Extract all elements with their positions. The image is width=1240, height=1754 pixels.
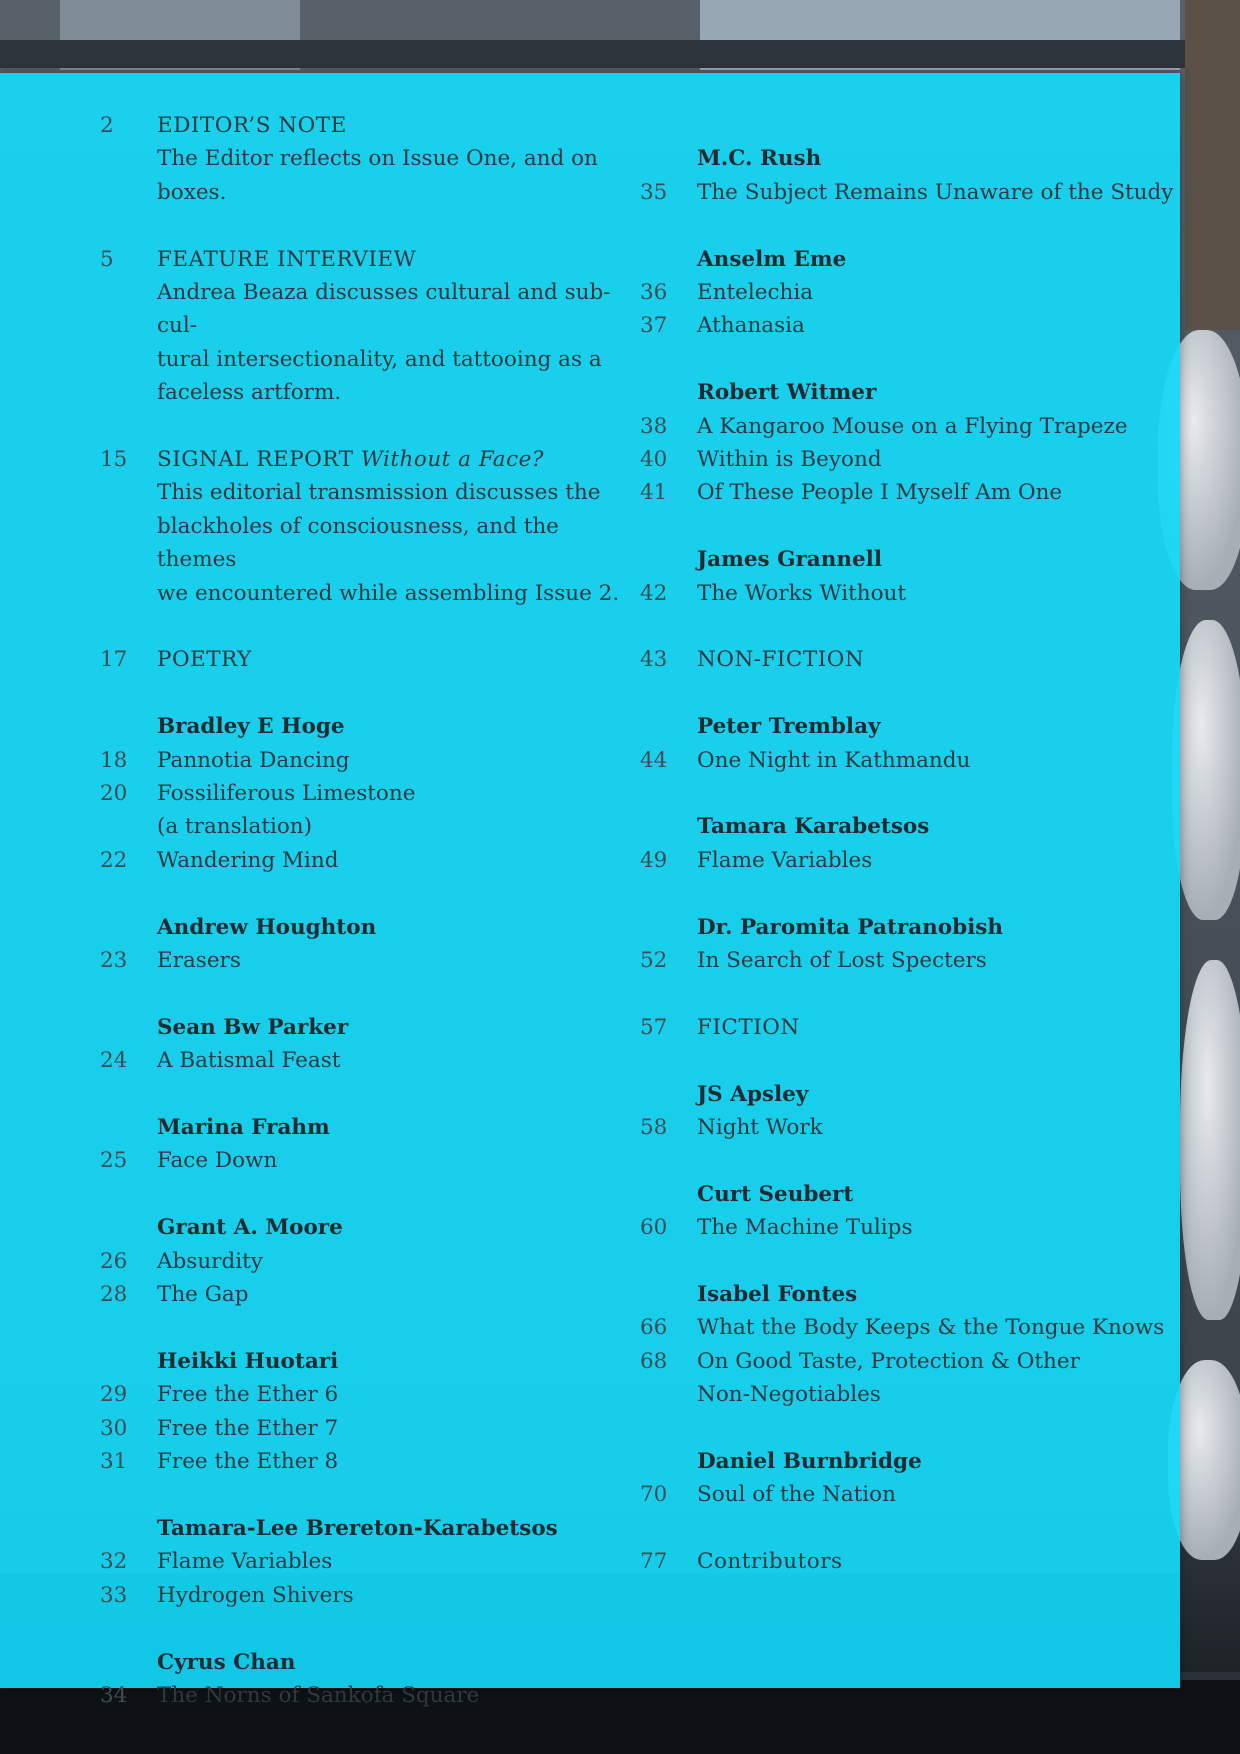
toc-work-title (157, 1679, 620, 1712)
toc-entry-text: Free the Ether 7 (157, 1415, 339, 1441)
toc-page-number: 5 (100, 246, 114, 272)
toc-author-name (697, 1078, 1180, 1111)
toc-entry-work (640, 443, 1180, 476)
toc-description (157, 577, 620, 610)
mannequin-figure (1180, 960, 1240, 1320)
toc-entry-work (100, 1378, 620, 1411)
toc-page-number: 40 (640, 447, 668, 473)
toc-page-number: 2 (100, 113, 114, 138)
toc-entry-work (100, 1278, 620, 1311)
toc-page-number: 31 (100, 1449, 128, 1475)
toc-entry-work (640, 176, 1180, 209)
toc-work-title (157, 844, 620, 877)
toc-entry-text: In Search of Lost Specters (697, 948, 987, 974)
toc-entry-text: Contributors (697, 1549, 843, 1575)
toc-entry-text: Absurdity (157, 1248, 263, 1274)
toc-page-number: 38 (640, 413, 668, 439)
toc-author-name (697, 911, 1180, 944)
toc-work-title (697, 1111, 1180, 1144)
toc-spacer (640, 209, 1180, 242)
toc-author-name (697, 1278, 1180, 1311)
toc-page-number: 28 (100, 1282, 128, 1308)
toc-spacer (100, 877, 620, 910)
toc-work-title (697, 844, 1180, 877)
toc-spacer (640, 877, 1180, 910)
toc-page-number: 26 (100, 1248, 128, 1274)
toc-entry-desc (100, 577, 620, 610)
toc-entry-author (100, 1345, 620, 1378)
toc-entry-text: Flame Variables (157, 1549, 333, 1575)
toc-author-name (697, 1445, 1180, 1478)
toc-entry-text: Flame Variables (697, 847, 873, 873)
toc-spacer (100, 1178, 620, 1211)
toc-entry-text: Fossiliferous Limestone (157, 781, 416, 807)
toc-description (157, 476, 620, 509)
toc-work-title (157, 1378, 620, 1411)
toc-page-number: 42 (640, 580, 668, 606)
toc-entry-text: Non-Negotiables (697, 1382, 881, 1408)
toc-entry-text: tural intersectionality, and tattooing as a (157, 346, 602, 372)
toc-entry-text: Face Down (157, 1148, 278, 1174)
toc-entry-text: This editorial transmission discusses the (157, 480, 601, 506)
toc-entry-author (640, 1445, 1180, 1478)
toc-work-title (157, 1445, 620, 1478)
toc-spacer (640, 677, 1180, 710)
toc-entry-desc (100, 510, 620, 577)
toc-work-title (697, 1378, 1180, 1411)
toc-entry-work (640, 1211, 1180, 1244)
toc-work-title (157, 810, 620, 843)
toc-entry-text: NON-FICTION (697, 647, 865, 673)
toc-entry-section (100, 109, 620, 142)
toc-work-title (697, 309, 1180, 342)
toc-work-title (157, 1278, 620, 1311)
toc-page-number: 52 (640, 948, 668, 974)
toc-page-number: 58 (640, 1115, 668, 1141)
toc-work-title (697, 1211, 1180, 1244)
toc-entry-work (640, 410, 1180, 443)
toc-section-title (157, 243, 620, 276)
toc-entry-author (640, 543, 1180, 576)
toc-work-title (157, 1245, 620, 1278)
toc-work-title (157, 1412, 620, 1445)
toc-section-title (157, 109, 620, 142)
toc-page-number: 44 (640, 747, 668, 773)
toc-entry-work (100, 810, 620, 843)
toc-entry-work (640, 476, 1180, 509)
toc-entry-desc (100, 176, 620, 209)
toc-author-name (157, 710, 620, 743)
toc-entry-text: Tamara-Lee Brereton-Karabetsos (157, 1515, 558, 1541)
toc-page-number: 20 (100, 781, 128, 807)
toc-entry-text: M.C. Rush (697, 146, 822, 172)
toc-entry-text: Curt Seubert (697, 1181, 854, 1207)
toc-section-title (697, 1545, 1180, 1578)
toc-entry-text: The Editor reflects on Issue One, and on (157, 146, 598, 172)
toc-spacer (640, 343, 1180, 376)
toc-section-title (697, 1011, 1180, 1044)
toc-entry-text: The Subject Remains Unaware of the Study (697, 179, 1174, 205)
toc-entry-text: Bradley E Hoge (157, 714, 345, 740)
toc-entry-section (100, 643, 620, 676)
toc-page-number: 22 (100, 847, 128, 873)
toc-page-number: 43 (640, 647, 668, 673)
toc-work-title (157, 1579, 620, 1612)
toc-spacer (640, 1245, 1180, 1278)
toc-entry-text: Hydrogen Shivers (157, 1582, 354, 1608)
toc-entry-section (640, 1545, 1180, 1578)
toc-entry-work (100, 1245, 620, 1278)
toc-entry-text: Of These People I Myself Am One (697, 480, 1063, 506)
toc-section-title (157, 643, 620, 676)
toc-page-number: 30 (100, 1415, 128, 1441)
toc-work-title (157, 744, 620, 777)
background-column (1185, 0, 1240, 330)
toc-entry-work (640, 577, 1180, 610)
toc-spacer (100, 1078, 620, 1111)
toc-entry-author (640, 243, 1180, 276)
toc-author-name (697, 810, 1180, 843)
toc-entry-work (640, 276, 1180, 309)
toc-author-name (157, 1111, 620, 1144)
toc-work-title (697, 276, 1180, 309)
toc-entry-text: SIGNAL REPORT (157, 447, 361, 473)
toc-entry-text: The Machine Tulips (697, 1215, 913, 1241)
toc-entry-text: faceless artform. (157, 380, 342, 406)
toc-page-number: 68 (640, 1348, 668, 1374)
toc-page-number: 15 (100, 447, 128, 473)
toc-entry-text: Cyrus Chan (157, 1649, 296, 1675)
toc-spacer (100, 977, 620, 1010)
toc-entry-work (640, 1478, 1180, 1511)
toc-entry-text: FEATURE INTERVIEW (157, 246, 417, 272)
toc-page-number: 32 (100, 1549, 128, 1575)
toc-entry-work (100, 744, 620, 777)
toc-entry-author (640, 911, 1180, 944)
toc-spacer (100, 410, 620, 443)
toc-entry-text: Grant A. Moore (157, 1215, 343, 1241)
toc-entry-work (100, 1044, 620, 1077)
toc-entry-author (640, 142, 1180, 175)
toc-entry-section (100, 243, 620, 276)
toc-page-number: 77 (640, 1549, 668, 1575)
toc-work-title (697, 176, 1180, 209)
toc-work-title (697, 744, 1180, 777)
toc-entry-text: The Gap (157, 1282, 249, 1308)
toc-entry-work (100, 1445, 620, 1478)
toc-entry-section (100, 443, 620, 476)
toc-entry-author (640, 1178, 1180, 1211)
toc-entry-author (100, 710, 620, 743)
toc-author-name (697, 142, 1180, 175)
toc-spacer (100, 209, 620, 242)
toc-author-name (697, 376, 1180, 409)
toc-entry-work (100, 1144, 620, 1177)
toc-entry-work (100, 844, 620, 877)
toc-entry-text: Marina Frahm (157, 1115, 330, 1141)
toc-section-title (157, 443, 620, 476)
toc-work-title (697, 1311, 1180, 1344)
toc-author-name (697, 243, 1180, 276)
toc-page-number: 33 (100, 1582, 128, 1608)
toc-entry-italic-subtitle: Without a Face? (360, 447, 544, 473)
toc-entry-text: blackholes of consciousness, and the themes (157, 513, 559, 573)
toc-spacer (640, 777, 1180, 810)
toc-page-number: 66 (640, 1315, 668, 1341)
toc-work-title (157, 1044, 620, 1077)
toc-spacer (100, 1312, 620, 1345)
toc-entry-desc (100, 476, 620, 509)
toc-entry-author (100, 1211, 620, 1244)
toc-entry-work (640, 1345, 1180, 1378)
toc-entry-text: FICTION (697, 1014, 800, 1040)
toc-page-number: 70 (640, 1482, 668, 1508)
toc-entry-author (100, 911, 620, 944)
toc-entry-work (100, 1545, 620, 1578)
toc-work-title (697, 577, 1180, 610)
toc-entry-text: JS Apsley (697, 1081, 809, 1107)
toc-entry-author (640, 710, 1180, 743)
toc-spacer (640, 1044, 1180, 1077)
toc-entry-text: (a translation) (157, 814, 313, 840)
toc-column-right (640, 109, 1180, 1579)
toc-entry-author (100, 1011, 620, 1044)
toc-entry-work (640, 1111, 1180, 1144)
toc-page-number: 34 (100, 1682, 128, 1708)
toc-entry-text: Anselm Eme (697, 246, 847, 272)
toc-entry-text: Wandering Mind (157, 847, 339, 873)
toc-entry-text: we encountered while assembling Issue 2. (157, 580, 620, 606)
toc-spacer (100, 1612, 620, 1645)
toc-spacer (640, 610, 1180, 643)
toc-entry-text: Soul of the Nation (697, 1482, 896, 1508)
toc-page-number: 37 (640, 313, 668, 339)
toc-entry-work (100, 1679, 620, 1712)
toc-entry-text: Entelechia (697, 280, 814, 305)
toc-entry-text: Erasers (157, 948, 241, 974)
toc-entry-author (640, 376, 1180, 409)
toc-page-number: 25 (100, 1148, 128, 1174)
toc-entry-text: Athanasia (697, 313, 805, 339)
toc-entry-section (640, 1011, 1180, 1044)
toc-entry-text: Pannotia Dancing (157, 747, 350, 773)
toc-author-name (157, 1345, 620, 1378)
toc-page-number: 29 (100, 1382, 128, 1408)
toc-spacer (100, 677, 620, 710)
background-beam (0, 40, 1240, 68)
toc-entry-text: Heikki Huotari (157, 1348, 339, 1374)
toc-entry-text: Dr. Paromita Patranobish (697, 914, 1004, 940)
toc-entry-work (640, 1311, 1180, 1344)
toc-spacer (640, 510, 1180, 543)
toc-description (157, 376, 620, 409)
toc-entry-work (640, 309, 1180, 342)
toc-entry-work (100, 944, 620, 977)
toc-entry-text: The Works Without (697, 580, 907, 606)
toc-entry-text: Robert Witmer (697, 380, 877, 406)
toc-entry-text: POETRY (157, 647, 252, 673)
toc-entry-work (640, 744, 1180, 777)
toc-work-title (157, 777, 620, 810)
toc-entry-desc (100, 343, 620, 376)
toc-spacer (640, 1512, 1180, 1545)
toc-entry-text: Daniel Burnbridge (697, 1449, 922, 1475)
toc-work-title (697, 410, 1180, 443)
toc-spacer (100, 610, 620, 643)
toc-page-number: 36 (640, 280, 668, 305)
toc-entry-text: Isabel Fontes (697, 1282, 858, 1308)
toc-entry-text: Sean Bw Parker (157, 1014, 349, 1040)
toc-page-number: 49 (640, 847, 668, 873)
toc-entry-author (100, 1646, 620, 1679)
toc-work-title (157, 1545, 620, 1578)
toc-page-number: 23 (100, 948, 128, 974)
toc-description (157, 142, 620, 175)
toc-author-name (157, 1211, 620, 1244)
toc-work-title (697, 944, 1180, 977)
toc-page-number: 60 (640, 1215, 668, 1241)
toc-spacer (640, 1144, 1180, 1177)
toc-entry-text: One Night in Kathmandu (697, 747, 971, 773)
toc-entry-desc (100, 276, 620, 343)
toc-author-name (157, 1011, 620, 1044)
toc-entry-text: Free the Ether 6 (157, 1382, 339, 1408)
toc-work-title (697, 1478, 1180, 1511)
toc-work-title (697, 1345, 1180, 1378)
toc-work-title (697, 443, 1180, 476)
toc-spacer (100, 1479, 620, 1512)
toc-entry-author (100, 1111, 620, 1144)
toc-entry-text: boxes. (157, 179, 227, 205)
toc-entry-work (640, 844, 1180, 877)
toc-entry-text: A Batismal Feast (157, 1048, 341, 1074)
toc-description (157, 510, 620, 577)
toc-author-name (157, 1512, 620, 1545)
toc-entry-text: Tamara Karabetsos (697, 814, 930, 840)
toc-entry-text: Night Work (697, 1115, 823, 1141)
toc-page-number: 41 (640, 480, 668, 506)
toc-entry-text: Andrew Houghton (157, 914, 377, 940)
toc-work-title (157, 944, 620, 977)
toc-entry-text: A Kangaroo Mouse on a Flying Trapeze (697, 413, 1128, 439)
contents-panel (0, 73, 1180, 1708)
toc-description (157, 343, 620, 376)
toc-author-name (697, 543, 1180, 576)
toc-page-number: 57 (640, 1014, 668, 1040)
toc-entry-text: James Grannell (697, 547, 883, 573)
toc-entry-work (100, 1412, 620, 1445)
toc-page-number: 17 (100, 647, 128, 673)
toc-description (157, 176, 620, 209)
toc-author-name (157, 911, 620, 944)
toc-entry-work (100, 1579, 620, 1612)
toc-spacer (640, 1412, 1180, 1445)
toc-entry-section (640, 643, 1180, 676)
toc-entry-author (640, 810, 1180, 843)
toc-entry-work (100, 777, 620, 810)
toc-entry-text: Within is Beyond (697, 447, 882, 473)
toc-page-number: 24 (100, 1048, 128, 1074)
toc-page-number: 35 (640, 179, 668, 205)
toc-entry-text: What the Body Keeps & the Tongue Knows (697, 1315, 1165, 1341)
toc-entry-desc (100, 376, 620, 409)
mannequin-figure (1172, 620, 1240, 920)
toc-entry-text: EDITOR’S NOTE (157, 113, 347, 138)
toc-page-number: 18 (100, 747, 128, 773)
toc-entry-author (100, 1512, 620, 1545)
toc-work-title (157, 1144, 620, 1177)
toc-entry-author (640, 1078, 1180, 1111)
toc-entry-text: Andrea Beaza discusses cultural and sub-cul- (157, 280, 611, 339)
toc-section-title (697, 643, 1180, 676)
toc-author-name (697, 710, 1180, 743)
toc-description (157, 276, 620, 343)
toc-author-name (697, 1178, 1180, 1211)
toc-author-name (157, 1646, 620, 1679)
toc-entry-work (640, 944, 1180, 977)
toc-spacer (640, 977, 1180, 1010)
toc-work-title (697, 476, 1180, 509)
toc-entry-text: Peter Tremblay (697, 714, 881, 740)
toc-column-left (100, 109, 620, 1712)
toc-entry-desc (100, 142, 620, 175)
toc-entry-text: The Norns of Sankofa Square (157, 1682, 480, 1708)
toc-entry-text: Free the Ether 8 (157, 1449, 339, 1475)
toc-entry-text: On Good Taste, Protection & Other (697, 1348, 1080, 1374)
toc-entry-author (640, 1278, 1180, 1311)
toc-entry-work (640, 1378, 1180, 1411)
toc-spacer (640, 109, 1180, 142)
